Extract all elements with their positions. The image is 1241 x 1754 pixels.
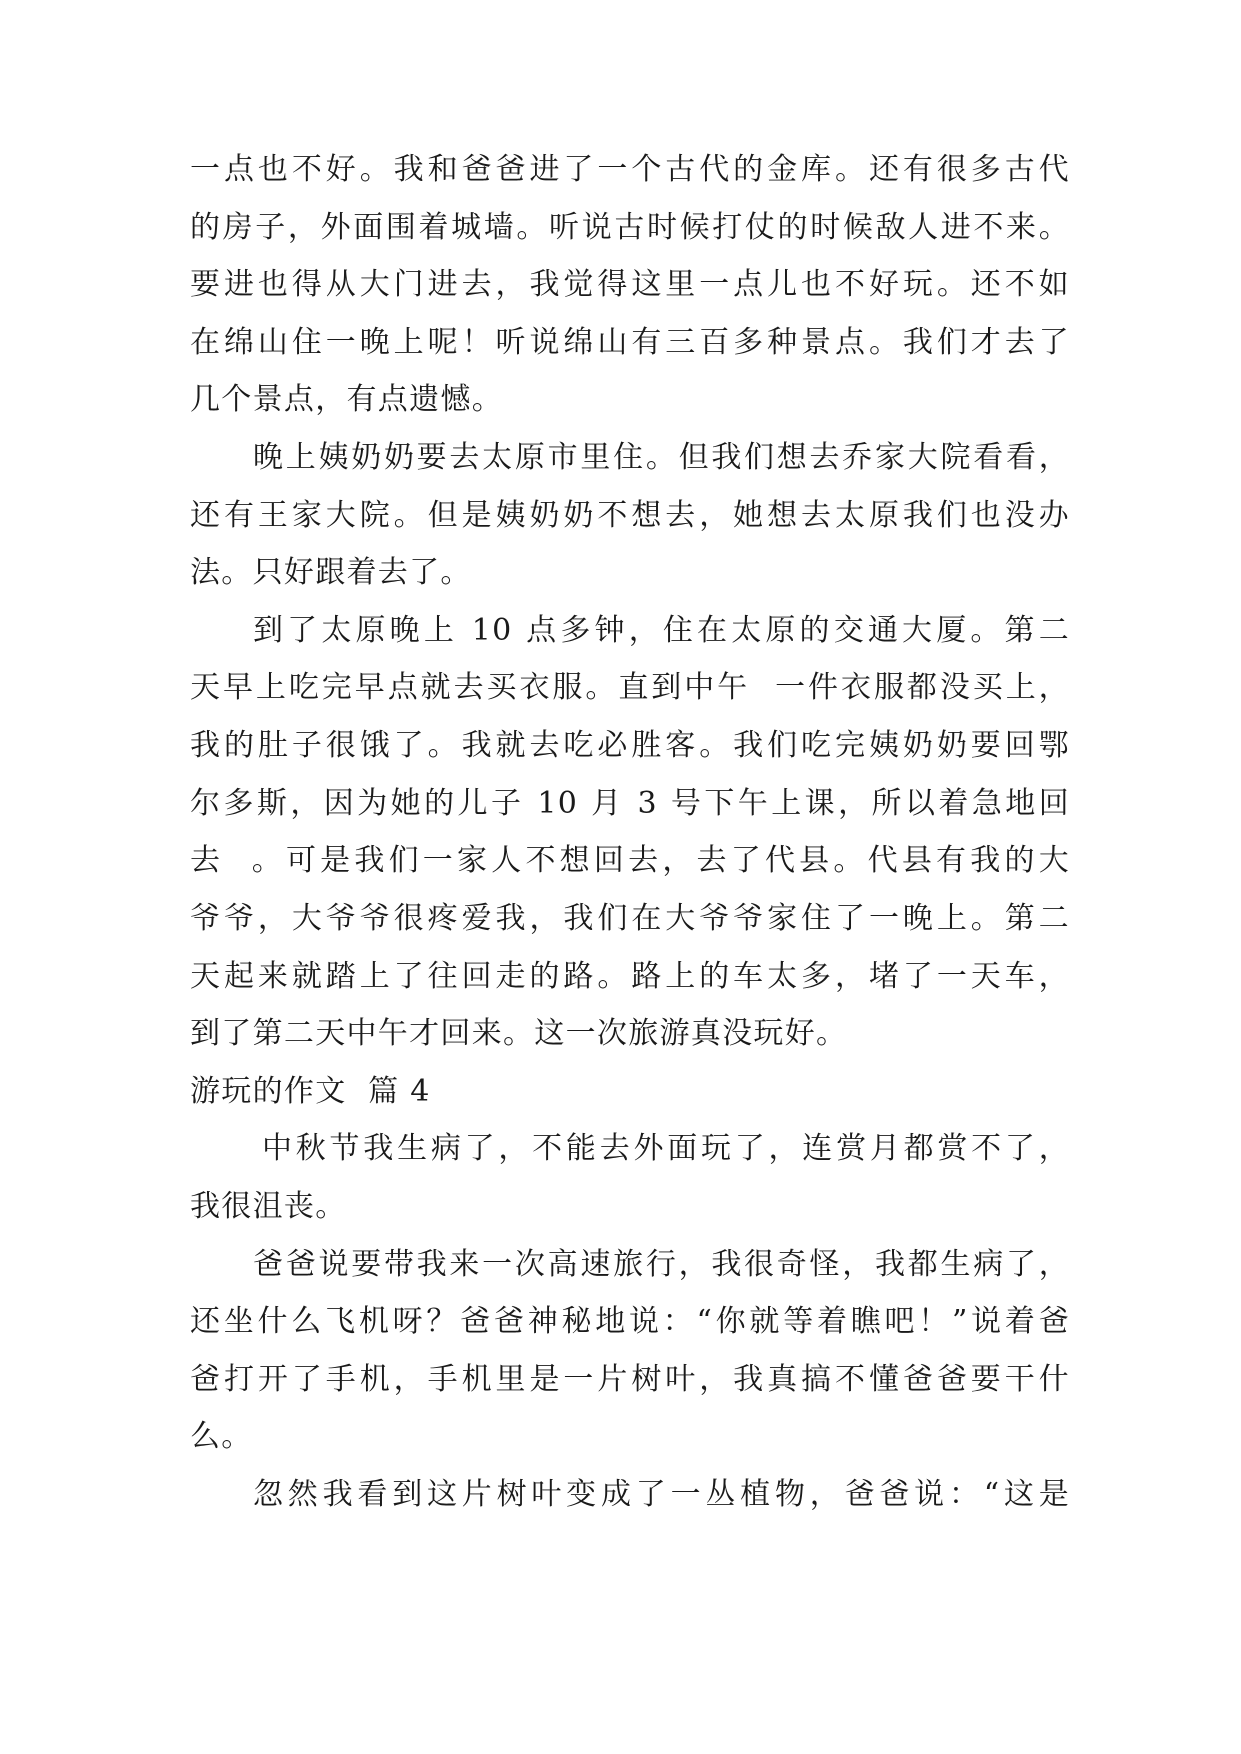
paragraph-line: 中秋节我生病了，不能去外面玩了，连赏月都赏不了， <box>262 1131 1070 1166</box>
paragraph-line: 到了太原晚上 10 点多钟，住在太原的交通大厦。第二 <box>253 613 1070 648</box>
paragraph-line: 爷爷，大爷爷很疼爱我，我们在大爷爷家住了一晚上。第二 <box>190 901 1070 936</box>
section-heading: 游玩的作文 篇 4 <box>190 1074 431 1109</box>
paragraph-line: 天早上吃完早点就去买衣服。直到中午 一件衣服都没买上， <box>190 670 1070 705</box>
paragraph-line: 晚上姨奶奶要去太原市里住。但我们想去乔家大院看看， <box>253 440 1070 475</box>
paragraph-line: 法。只好跟着去了。 <box>190 555 472 590</box>
paragraph-line: 忽然我看到这片树叶变成了一丛植物，爸爸说：“这是 <box>253 1477 1070 1512</box>
paragraph-line: 去 。可是我们一家人不想回去，去了代县。代县有我的大 <box>190 843 1070 878</box>
paragraph-line: 天起来就踏上了往回走的路。路上的车太多，堵了一天车， <box>190 959 1070 994</box>
paragraph-line: 的房子，外面围着城墙。听说古时候打仗的时候敌人进不来。 <box>190 210 1070 245</box>
paragraph-line: 我很沮丧。 <box>190 1189 347 1224</box>
paragraph-line: 几个景点，有点遗憾。 <box>190 382 503 417</box>
paragraph-line: 爸爸说要带我来一次高速旅行，我很奇怪，我都生病了， <box>253 1247 1070 1282</box>
paragraph-line: 还有王家大院。但是姨奶奶不想去，她想去太原我们也没办 <box>190 498 1070 533</box>
paragraph-line: 么。 <box>190 1419 253 1454</box>
paragraph-line: 一点也不好。我和爸爸进了一个古代的金库。还有很多古代 <box>190 152 1070 187</box>
paragraph-line: 在绵山住一晚上呢！听说绵山有三百多种景点。我们才去了 <box>190 325 1070 360</box>
paragraph-line: 尔多斯，因为她的儿子 10 月 3 号下午上课，所以着急地回 <box>190 786 1070 821</box>
paragraph-line: 到了第二天中午才回来。这一次旅游真没玩好。 <box>190 1016 848 1051</box>
paragraph-line: 要进也得从大门进去，我觉得这里一点儿也不好玩。还不如 <box>190 267 1070 302</box>
paragraph-line: 我的肚子很饿了。我就去吃必胜客。我们吃完姨奶奶要回鄂 <box>190 728 1070 763</box>
paragraph-line: 还坐什么飞机呀？爸爸神秘地说：“你就等着瞧吧！”说着爸 <box>190 1304 1070 1339</box>
paragraph-line: 爸打开了手机，手机里是一片树叶，我真搞不懂爸爸要干什 <box>190 1362 1070 1397</box>
